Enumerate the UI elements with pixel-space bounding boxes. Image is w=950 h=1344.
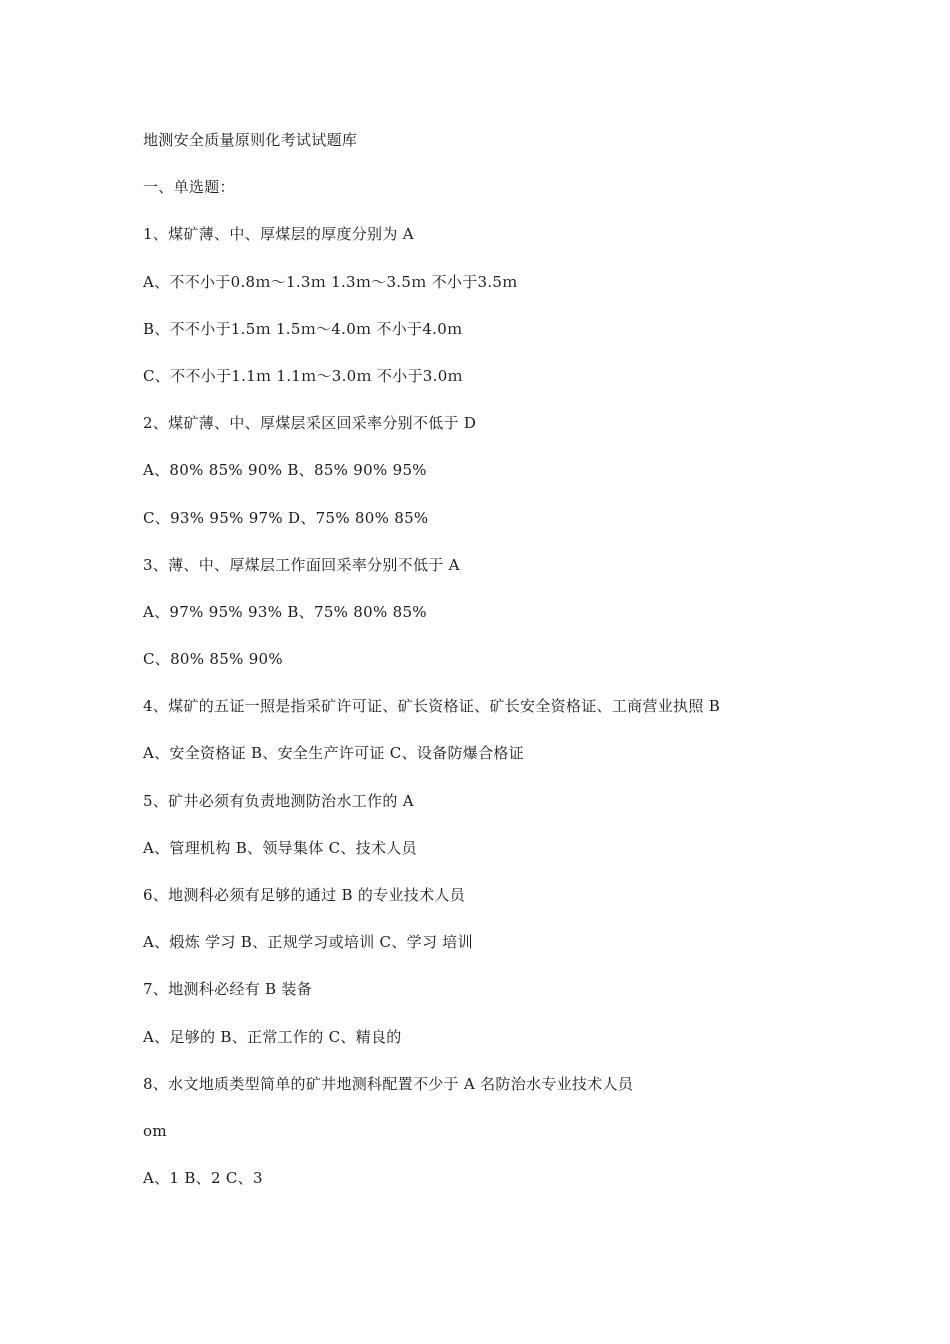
question-1-option-b: B、不不小于1.5ｍ 1.5ｍ～4.0ｍ 不小于4.0ｍ [143,319,463,338]
question-5-options: A、管理机构 B、领导集体 C、技术人员 [143,838,417,857]
question-4: 4、煤矿的五证一照是指采矿许可证、矿长资格证、矿长安全资格证、工商营业执照 B [143,697,721,716]
question-2: 2、煤矿薄、中、厚煤层采区回采率分别不低于 D [143,414,477,433]
section-heading: 一、单选题： [143,178,235,197]
question-2-options-cd: C、93% 95% 97% D、75% 80% 85% [143,508,429,527]
question-1-option-a: A、不不小于0.8ｍ～1.3ｍ 1.3ｍ～3.5ｍ 不小于3.5ｍ [143,272,518,291]
stray-text: om [143,1121,167,1140]
question-5: 5、矿井必须有负责地测防治水工作的 A [143,791,414,810]
question-2-options-ab: A、80% 85% 90% B、85% 90% 95% [143,461,427,480]
document-title: 地测安全质量原则化考试试题库 [143,131,358,149]
question-7: 7、地测科必经有 B 装备 [143,980,313,999]
question-7-options: A、足够的 B、正常工作的 C、精良的 [143,1027,402,1046]
document-body [143,128,903,1213]
question-6: 6、地测科必须有足够的通过 B 的专业技术人员 [143,886,466,904]
question-6-options: A、煅炼 学习 B、正规学习或培训 C、学习 培训 [143,933,473,952]
question-3-options-ab: A、97% 95% 93% B、75% 80% 85% [143,602,427,621]
question-8: 8、水文地质类型简单的矿井地测科配置不少于 A 名防治水专业技术人员 [143,1074,634,1093]
question-4-options: A、安全资格证 B、安全生产许可证 C、设备防爆合格证 [143,744,524,763]
question-3: 3、薄、中、厚煤层工作面回采率分别不低于 A [143,555,460,574]
question-1: 1、煤矿薄、中、厚煤层的厚度分别为 A [143,225,414,244]
question-1-option-c: C、不不小于1.1ｍ 1.1ｍ～3.0ｍ 不小于3.0ｍ [143,366,463,385]
question-8-options: A、1 B、2 C、3 [143,1169,263,1188]
question-3-option-c: C、80% 85% 90% [143,650,283,669]
